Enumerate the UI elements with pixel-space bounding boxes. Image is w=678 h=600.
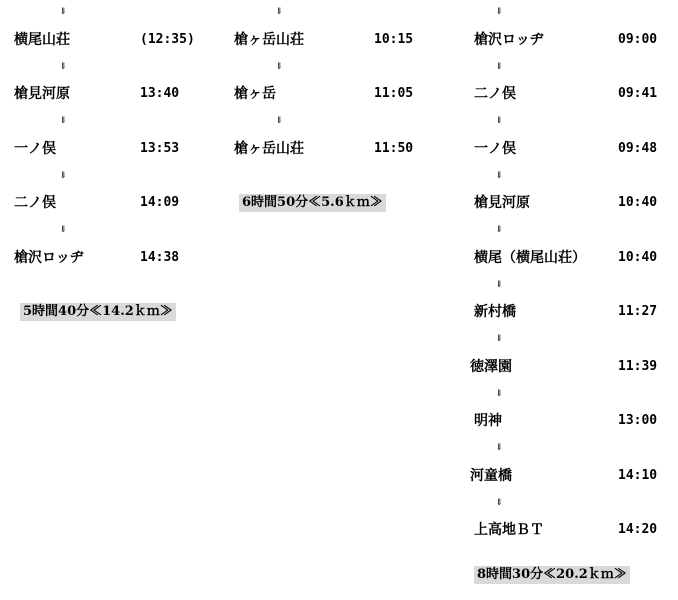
route-row: [474, 193, 674, 213]
down-arrow-icon: ⇓: [59, 116, 67, 126]
route-row: [14, 248, 214, 268]
stop-time: 13:40: [140, 86, 180, 101]
stop-name: 河童橋: [470, 468, 512, 484]
route-row: [474, 30, 674, 50]
stop-time: 13:53: [140, 141, 180, 156]
down-arrow-icon: ⇓: [495, 171, 503, 181]
route-row: [474, 139, 674, 159]
stop-name: 一ノ俣: [474, 141, 516, 157]
stop-time: 10:40: [618, 250, 658, 265]
down-arrow-icon: ⇓: [495, 443, 503, 453]
down-arrow-icon: ⇓: [59, 7, 67, 17]
route-row: [474, 302, 674, 322]
stop-name: 槍ヶ岳山荘: [234, 32, 304, 48]
down-arrow-icon: ⇓: [59, 62, 67, 72]
route-row: [474, 248, 674, 268]
stop-time: 09:00: [618, 32, 658, 47]
stop-time: 14:09: [140, 195, 180, 210]
down-arrow-icon: ⇓: [495, 62, 503, 72]
stop-time: 10:40: [618, 195, 658, 210]
stop-name: 槍沢ロッヂ: [14, 250, 84, 266]
stop-time: 11:27: [618, 304, 658, 319]
stop-name: 横尾（横尾山荘）: [474, 250, 586, 266]
stop-time: 14:20: [618, 522, 658, 537]
stop-time: 10:15: [374, 32, 414, 47]
stop-name: 上高地ＢＴ: [474, 522, 544, 538]
stop-name: 槍ヶ岳山荘: [234, 141, 304, 157]
down-arrow-icon: ⇓: [495, 389, 503, 399]
route-row: [474, 411, 674, 431]
route-row: [470, 466, 670, 486]
stop-name: 一ノ俣: [14, 141, 56, 157]
down-arrow-icon: ⇓: [495, 116, 503, 126]
route-row: [234, 139, 434, 159]
stop-name: 槍ヶ岳: [234, 86, 276, 102]
stop-time: 09:48: [618, 141, 658, 156]
route-row: [14, 193, 214, 213]
down-arrow-icon: ⇓: [59, 225, 67, 235]
stop-name: 徳澤園: [470, 359, 512, 375]
route-row: [14, 139, 214, 159]
stop-name: 槍見河原: [474, 195, 530, 211]
down-arrow-icon: ⇓: [275, 116, 283, 126]
down-arrow-icon: ⇓: [495, 7, 503, 17]
stop-name: 二ノ俣: [474, 86, 516, 102]
stop-time: (12:35): [140, 32, 195, 47]
route-summary: 8時間30分≪20.2ｋｍ≫: [474, 566, 630, 584]
stop-name: 槍見河原: [14, 86, 70, 102]
stop-time: 11:39: [618, 359, 658, 374]
route-row: [474, 520, 674, 540]
stop-name: 槍沢ロッヂ: [474, 32, 544, 48]
route-row: [14, 84, 214, 104]
stop-name: 横尾山荘: [14, 32, 70, 48]
stop-time: 11:50: [374, 141, 414, 156]
down-arrow-icon: ⇓: [59, 171, 67, 181]
down-arrow-icon: ⇓: [495, 225, 503, 235]
stop-time: 14:10: [618, 468, 658, 483]
stop-name: 新村橋: [474, 304, 516, 320]
down-arrow-icon: ⇓: [275, 7, 283, 17]
stop-time: 13:00: [618, 413, 658, 428]
route-summary: 5時間40分≪14.2ｋｍ≫: [20, 303, 176, 321]
route-row: [234, 30, 434, 50]
stop-name: 明神: [474, 413, 502, 429]
route-row: [234, 84, 434, 104]
stop-name: 二ノ俣: [14, 195, 56, 211]
down-arrow-icon: ⇓: [275, 62, 283, 72]
down-arrow-icon: ⇓: [495, 280, 503, 290]
route-row: [474, 84, 674, 104]
route-row: [470, 357, 670, 377]
stop-time: 11:05: [374, 86, 414, 101]
route-row: [14, 30, 214, 50]
down-arrow-icon: ⇓: [495, 334, 503, 344]
down-arrow-icon: ⇓: [495, 498, 503, 508]
stop-time: 14:38: [140, 250, 180, 265]
stop-time: 09:41: [618, 86, 658, 101]
route-summary: 6時間50分≪5.6ｋｍ≫: [239, 194, 386, 212]
